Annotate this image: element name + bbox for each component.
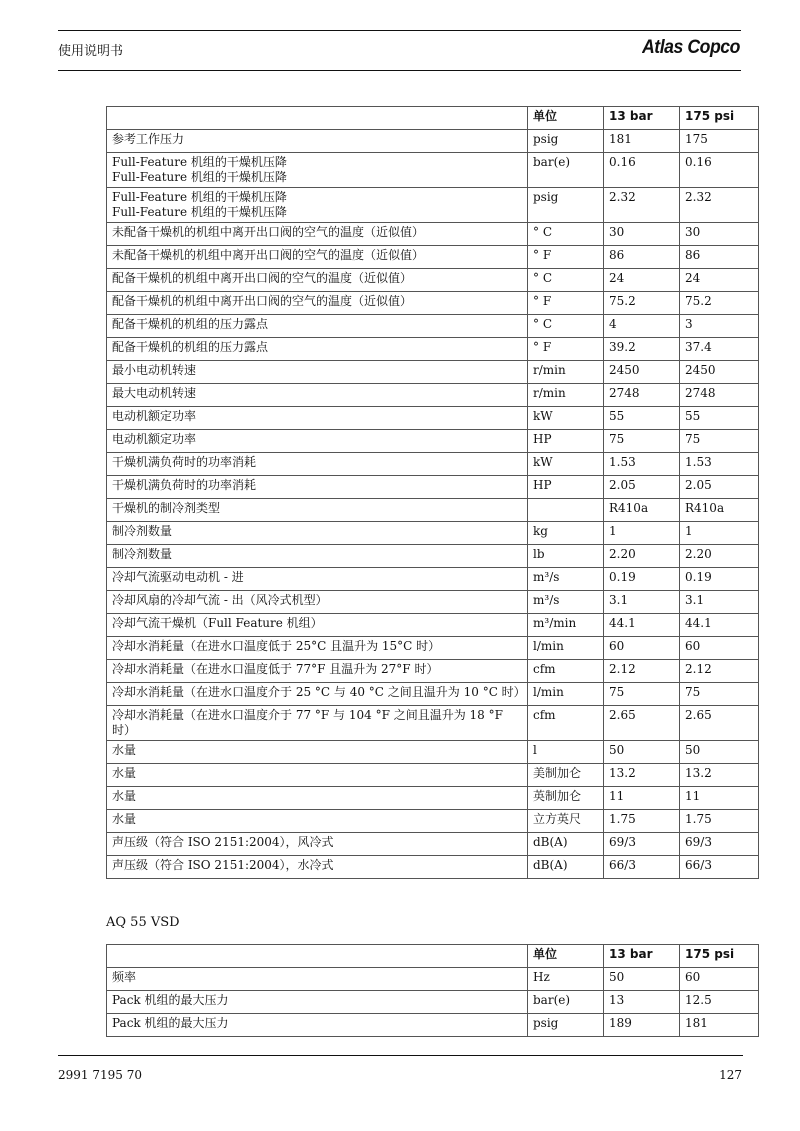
unit-cell: m³/s [528,568,604,591]
parameter-cell: 冷却水消耗量（在进水口温度低于 77°F 且温升为 27°F 时） [107,660,528,683]
parameter-cell: 冷却气流干燥机（Full Feature 机组） [107,614,528,637]
column-header: 175 psi [680,107,759,130]
table-row [107,810,759,833]
value-13bar-cell: 1.53 [604,453,680,476]
value-175psi-cell: 2.05 [680,476,759,499]
column-header: 单位 [528,107,604,130]
parameter-cell: 最小电动机转速 [107,361,528,384]
parameter-cell: 干燥机满负荷时的功率消耗 [107,453,528,476]
unit-cell: kg [528,522,604,545]
parameter-cell: 水量 [107,741,528,764]
parameter-cell: 冷却水消耗量（在进水口温度介于 77 °F 与 104 °F 之间且温升为 18 °F 时） [107,706,528,741]
table-row [107,833,759,856]
value-175psi-cell: 60 [680,968,759,991]
value-13bar-cell: 4 [604,315,680,338]
table-row [107,430,759,453]
table-row [107,269,759,292]
value-175psi-cell: 2450 [680,361,759,384]
unit-cell [528,499,604,522]
value-175psi-cell: 66/3 [680,856,759,879]
parameter-cell: 配备干燥机的机组中离开出口阀的空气的温度（近似值） [107,269,528,292]
spec-table-aq55vsd [106,944,759,1037]
value-175psi-cell: 175 [680,130,759,153]
table-row [107,568,759,591]
header-title: 使用说明书 [58,44,124,59]
parameter-cell: 配备干燥机的机组中离开出口阀的空气的温度（近似值） [107,292,528,315]
unit-cell: psig [528,1014,604,1037]
unit-cell: kW [528,453,604,476]
unit-cell: ° F [528,246,604,269]
unit-cell: dB(A) [528,833,604,856]
value-175psi-cell: 75.2 [680,292,759,315]
table-row [107,153,759,188]
table-row [107,1014,759,1037]
parameter-cell: 冷却风扇的冷却气流 - 出（风冷式机型） [107,591,528,614]
unit-cell: lb [528,545,604,568]
table-row [107,384,759,407]
value-175psi-cell: 0.19 [680,568,759,591]
value-13bar-cell: 1 [604,522,680,545]
unit-cell: m³/min [528,614,604,637]
value-13bar-cell: 39.2 [604,338,680,361]
unit-cell: l/min [528,637,604,660]
parameter-cell: 水量 [107,787,528,810]
table-row [107,856,759,879]
value-13bar-cell: 44.1 [604,614,680,637]
logo-wordmark: Atlas Copco [642,37,740,58]
spec-table-main [106,106,759,879]
table-row [107,188,759,223]
unit-cell: 英制加仑 [528,787,604,810]
parameter-cell: 最大电动机转速 [107,384,528,407]
value-13bar-cell: 0.16 [604,153,680,188]
value-175psi-cell: 60 [680,637,759,660]
parameter-cell: 未配备干燥机的机组中离开出口阀的空气的温度（近似值） [107,246,528,269]
unit-cell: psig [528,130,604,153]
column-header: 175 psi [680,945,759,968]
value-175psi-cell: 12.5 [680,991,759,1014]
header-top-rule [58,30,741,31]
value-13bar-cell: 60 [604,637,680,660]
parameter-cell: Pack 机组的最大压力 [107,991,528,1014]
value-175psi-cell: 44.1 [680,614,759,637]
table-row [107,499,759,522]
table-row [107,614,759,637]
value-175psi-cell: 2.12 [680,660,759,683]
unit-cell: m³/s [528,591,604,614]
parameter-cell: 冷却水消耗量（在进水口温度介于 25 °C 与 40 °C 之间且温升为 10 °C 时） [107,683,528,706]
value-13bar-cell: 75 [604,683,680,706]
parameter-cell: 配备干燥机的机组的压力露点 [107,315,528,338]
table-row [107,315,759,338]
value-175psi-cell: 3 [680,315,759,338]
value-175psi-cell: 2748 [680,384,759,407]
table-row [107,660,759,683]
table-row [107,476,759,499]
value-13bar-cell: 30 [604,223,680,246]
value-175psi-cell: R410a [680,499,759,522]
value-13bar-cell: 2.20 [604,545,680,568]
value-13bar-cell: 50 [604,968,680,991]
footer-doc-number: 2991 7195 70 [58,1068,142,1082]
value-13bar-cell: 1.75 [604,810,680,833]
unit-cell: l/min [528,683,604,706]
unit-cell: r/min [528,361,604,384]
table-row [107,787,759,810]
value-13bar-cell: 2.65 [604,706,680,741]
value-13bar-cell: 2.32 [604,188,680,223]
value-175psi-cell: 55 [680,407,759,430]
value-175psi-cell: 2.32 [680,188,759,223]
parameter-cell: 水量 [107,810,528,833]
table-row [107,407,759,430]
unit-cell: dB(A) [528,856,604,879]
parameter-cell: 干燥机的制冷剂类型 [107,499,528,522]
value-175psi-cell: 37.4 [680,338,759,361]
value-13bar-cell: 55 [604,407,680,430]
value-13bar-cell: 3.1 [604,591,680,614]
value-13bar-cell: 0.19 [604,568,680,591]
value-175psi-cell: 1 [680,522,759,545]
unit-cell: bar(e) [528,153,604,188]
unit-cell: cfm [528,660,604,683]
table-row [107,591,759,614]
table-row [107,741,759,764]
value-13bar-cell: 24 [604,269,680,292]
value-175psi-cell: 0.16 [680,153,759,188]
unit-cell: ° C [528,315,604,338]
table-row [107,764,759,787]
value-13bar-cell: 75 [604,430,680,453]
parameter-cell: 干燥机满负荷时的功率消耗 [107,476,528,499]
value-175psi-cell: 50 [680,741,759,764]
parameter-cell: Full-Feature 机组的干燥机压降 Full-Feature 机组的干燥机压降 [107,153,528,188]
value-175psi-cell: 11 [680,787,759,810]
value-13bar-cell: R410a [604,499,680,522]
parameter-cell: 冷却气流驱动电动机 - 进 [107,568,528,591]
atlas-copco-logo-mark [642,34,742,58]
table-row [107,683,759,706]
value-175psi-cell: 30 [680,223,759,246]
parameter-cell: Pack 机组的最大压力 [107,1014,528,1037]
table-row [107,637,759,660]
table-row [107,223,759,246]
value-175psi-cell: 69/3 [680,833,759,856]
column-header: 单位 [528,945,604,968]
value-13bar-cell: 50 [604,741,680,764]
value-175psi-cell: 86 [680,246,759,269]
parameter-cell: 声压级（符合 ISO 2151:2004），水冷式 [107,856,528,879]
parameter-cell: 制冷剂数量 [107,545,528,568]
unit-cell: 美制加仑 [528,764,604,787]
header-bottom-rule [58,70,741,71]
parameter-cell: 制冷剂数量 [107,522,528,545]
unit-cell: 立方英尺 [528,810,604,833]
table-row [107,545,759,568]
value-13bar-cell: 2.12 [604,660,680,683]
table-header-row [107,107,759,130]
section-title-aq55vsd: AQ 55 VSD [106,915,180,930]
table-row [107,338,759,361]
table-row [107,361,759,384]
table-row [107,991,759,1014]
value-13bar-cell: 13.2 [604,764,680,787]
parameter-cell: 冷却水消耗量（在进水口温度低于 25°C 且温升为 15°C 时） [107,637,528,660]
column-header: 13 bar [604,107,680,130]
unit-cell: kW [528,407,604,430]
column-header [107,945,528,968]
unit-cell: psig [528,188,604,223]
value-175psi-cell: 1.53 [680,453,759,476]
value-175psi-cell: 24 [680,269,759,292]
value-175psi-cell: 1.75 [680,810,759,833]
table-row [107,246,759,269]
column-header: 13 bar [604,945,680,968]
table-row [107,292,759,315]
value-175psi-cell: 181 [680,1014,759,1037]
unit-cell: ° F [528,292,604,315]
value-175psi-cell: 2.65 [680,706,759,741]
value-175psi-cell: 75 [680,430,759,453]
parameter-cell: 配备干燥机的机组的压力露点 [107,338,528,361]
unit-cell: cfm [528,706,604,741]
parameter-cell: 水量 [107,764,528,787]
table-header-row [107,945,759,968]
value-13bar-cell: 86 [604,246,680,269]
unit-cell: HP [528,476,604,499]
value-13bar-cell: 181 [604,130,680,153]
parameter-cell: Full-Feature 机组的干燥机压降 Full-Feature 机组的干燥机压降 [107,188,528,223]
parameter-cell: 电动机额定功率 [107,407,528,430]
value-175psi-cell: 13.2 [680,764,759,787]
value-175psi-cell: 2.20 [680,545,759,568]
value-13bar-cell: 189 [604,1014,680,1037]
value-13bar-cell: 13 [604,991,680,1014]
column-header [107,107,528,130]
value-13bar-cell: 75.2 [604,292,680,315]
value-13bar-cell: 11 [604,787,680,810]
atlas-copco-logo [642,34,742,64]
value-175psi-cell: 75 [680,683,759,706]
unit-cell: Hz [528,968,604,991]
table-row [107,453,759,476]
parameter-cell: 频率 [107,968,528,991]
parameter-cell: 电动机额定功率 [107,430,528,453]
unit-cell: l [528,741,604,764]
value-13bar-cell: 2748 [604,384,680,407]
unit-cell: ° F [528,338,604,361]
parameter-cell: 未配备干燥机的机组中离开出口阀的空气的温度（近似值） [107,223,528,246]
table-row [107,130,759,153]
value-13bar-cell: 69/3 [604,833,680,856]
parameter-cell: 参考工作压力 [107,130,528,153]
value-13bar-cell: 2.05 [604,476,680,499]
footer-page-number: 127 [719,1068,742,1082]
table-row [107,706,759,741]
parameter-cell: 声压级（符合 ISO 2151:2004），风冷式 [107,833,528,856]
table-row [107,522,759,545]
unit-cell: bar(e) [528,991,604,1014]
table-row [107,968,759,991]
unit-cell: HP [528,430,604,453]
footer-rule [58,1055,743,1056]
value-13bar-cell: 2450 [604,361,680,384]
unit-cell: ° C [528,269,604,292]
unit-cell: ° C [528,223,604,246]
value-175psi-cell: 3.1 [680,591,759,614]
value-13bar-cell: 66/3 [604,856,680,879]
unit-cell: r/min [528,384,604,407]
